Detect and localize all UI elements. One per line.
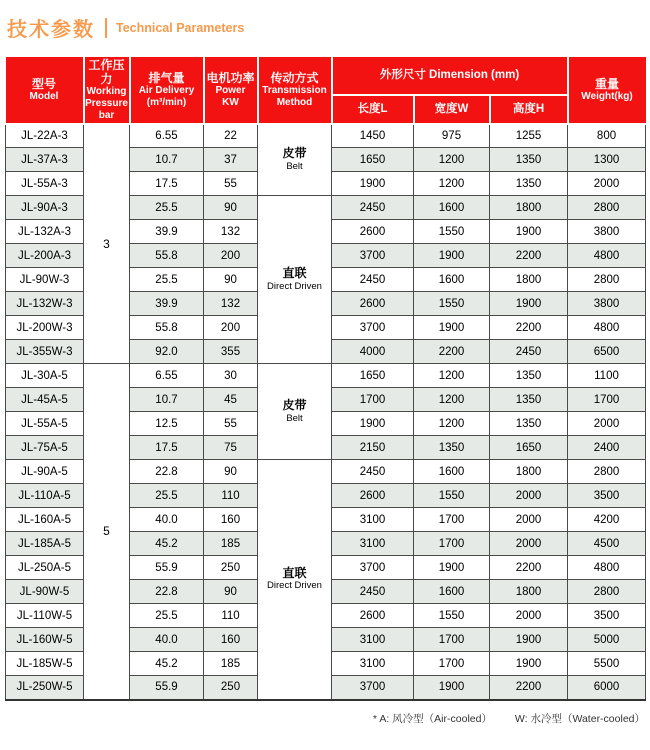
transmission-zh: 皮带: [282, 397, 307, 412]
air-delivery-cell: 22.8: [130, 580, 204, 604]
power-cell: 55: [204, 412, 258, 436]
weight-cell: 800: [568, 124, 646, 148]
header-air-unit: (m³/min): [146, 96, 187, 108]
length-cell: 2450: [332, 268, 414, 292]
height-cell: 1900: [490, 628, 568, 652]
length-cell: 2600: [332, 292, 414, 316]
air-delivery-cell: 39.9: [130, 292, 204, 316]
power-cell: 132: [204, 220, 258, 244]
weight-cell: 4800: [568, 316, 646, 340]
weight-cell: 6500: [568, 340, 646, 364]
width-cell: 1900: [414, 244, 490, 268]
transmission-zh: 皮带: [282, 146, 307, 161]
transmission-zh: 直联: [282, 265, 307, 280]
length-cell: 1450: [332, 124, 414, 148]
power-cell: 355: [204, 340, 258, 364]
height-cell: 1350: [490, 412, 568, 436]
length-cell: 3100: [332, 532, 414, 556]
model-cell: JL-185W-5: [6, 652, 84, 676]
width-cell: 1200: [414, 412, 490, 436]
air-delivery-cell: 25.5: [130, 604, 204, 628]
header-width: 宽度W: [414, 95, 490, 123]
height-cell: 2200: [490, 676, 568, 700]
weight-cell: 1700: [568, 388, 646, 412]
power-cell: 185: [204, 652, 258, 676]
weight-cell: 2800: [568, 580, 646, 604]
model-cell: JL-200W-3: [6, 316, 84, 340]
model-cell: JL-185A-5: [6, 532, 84, 556]
height-cell: 1650: [490, 436, 568, 460]
weight-cell: 2400: [568, 436, 646, 460]
length-cell: 3700: [332, 316, 414, 340]
weight-cell: 2000: [568, 172, 646, 196]
length-cell: 3100: [332, 652, 414, 676]
air-delivery-cell: 25.5: [130, 196, 204, 220]
length-cell: 2600: [332, 220, 414, 244]
model-cell: JL-160W-5: [6, 628, 84, 652]
air-delivery-cell: 55.8: [130, 244, 204, 268]
model-cell: JL-45A-5: [6, 388, 84, 412]
weight-cell: 5000: [568, 628, 646, 652]
weight-cell: 4800: [568, 556, 646, 580]
width-cell: 1550: [414, 292, 490, 316]
page-title-en: Technical Parameters: [116, 20, 245, 35]
height-cell: 1900: [490, 220, 568, 244]
weight-cell: 2000: [568, 412, 646, 436]
power-cell: 250: [204, 556, 258, 580]
transmission-zh: 直联: [282, 565, 307, 580]
width-cell: 1550: [414, 220, 490, 244]
width-cell: 1700: [414, 532, 490, 556]
header-air-zh: 排气量: [148, 70, 185, 85]
footnote-air-cooled: * A: 风冷型（Air-cooled）: [372, 712, 492, 725]
footnote-water-cooled: W: 水冷型（Water-cooled）: [514, 712, 645, 725]
air-delivery-cell: 55.9: [130, 556, 204, 580]
model-cell: JL-22A-3: [6, 124, 84, 148]
weight-cell: 1300: [568, 148, 646, 172]
power-cell: 185: [204, 532, 258, 556]
height-cell: 1800: [490, 268, 568, 292]
length-cell: 1900: [332, 172, 414, 196]
length-cell: 4000: [332, 340, 414, 364]
model-cell: JL-250A-5: [6, 556, 84, 580]
height-cell: 1350: [490, 172, 568, 196]
power-cell: 22: [204, 124, 258, 148]
model-cell: JL-132A-3: [6, 220, 84, 244]
transmission-group-cell: [258, 196, 332, 364]
power-cell: 75: [204, 436, 258, 460]
power-cell: 30: [204, 364, 258, 388]
header-dimension: 外形尺寸 Dimension (mm): [332, 57, 568, 95]
model-cell: JL-110A-5: [6, 484, 84, 508]
header-transmission-en: Transmission Method: [262, 85, 327, 108]
air-delivery-cell: 10.7: [130, 148, 204, 172]
power-cell: 160: [204, 508, 258, 532]
width-cell: 1900: [414, 676, 490, 700]
height-cell: 2000: [490, 508, 568, 532]
header-air-en: Air Delivery: [138, 85, 195, 97]
power-cell: 90: [204, 268, 258, 292]
air-delivery-cell: 39.9: [130, 220, 204, 244]
model-cell: JL-110W-5: [6, 604, 84, 628]
power-cell: 110: [204, 604, 258, 628]
technical-parameters-table: [5, 57, 646, 701]
weight-cell: 4200: [568, 508, 646, 532]
model-cell: JL-160A-5: [6, 508, 84, 532]
model-cell: JL-200A-3: [6, 244, 84, 268]
transmission-group-cell: [258, 124, 332, 196]
height-cell: 2200: [490, 244, 568, 268]
header-air-delivery: [130, 57, 204, 124]
header-model: [6, 57, 84, 124]
power-cell: 55: [204, 172, 258, 196]
air-delivery-cell: 17.5: [130, 436, 204, 460]
table-row: [6, 364, 646, 388]
width-cell: 1350: [414, 436, 490, 460]
width-cell: 1900: [414, 316, 490, 340]
header-weight-zh: 重量: [595, 76, 620, 91]
model-cell: JL-250W-5: [6, 676, 84, 700]
model-cell: JL-55A-5: [6, 412, 84, 436]
height-cell: 1800: [490, 460, 568, 484]
weight-cell: 5500: [568, 652, 646, 676]
width-cell: 1600: [414, 268, 490, 292]
power-cell: 90: [204, 196, 258, 220]
height-cell: 2450: [490, 340, 568, 364]
length-cell: 3100: [332, 508, 414, 532]
power-cell: 110: [204, 484, 258, 508]
air-delivery-cell: 92.0: [130, 340, 204, 364]
power-cell: 90: [204, 580, 258, 604]
air-delivery-cell: 45.2: [130, 532, 204, 556]
header-pressure: [84, 57, 130, 124]
height-cell: 1900: [490, 652, 568, 676]
model-cell: JL-37A-3: [6, 148, 84, 172]
height-cell: 1350: [490, 148, 568, 172]
width-cell: 975: [414, 124, 490, 148]
model-cell: JL-90A-3: [6, 196, 84, 220]
width-cell: 1550: [414, 484, 490, 508]
transmission-en: Direct Driven: [267, 280, 322, 292]
weight-cell: 3500: [568, 604, 646, 628]
page-title-zh: 技术参数: [7, 19, 95, 41]
height-cell: 2000: [490, 532, 568, 556]
air-delivery-cell: 6.55: [130, 364, 204, 388]
header-weight-en: Weight(kg): [581, 91, 633, 103]
model-cell: JL-90W-3: [6, 268, 84, 292]
header-power-en: Power: [215, 85, 246, 97]
length-cell: 3100: [332, 628, 414, 652]
header-transmission-zh: 传动方式: [270, 70, 319, 85]
length-cell: 3700: [332, 676, 414, 700]
height-cell: 2200: [490, 316, 568, 340]
height-cell: 1350: [490, 388, 568, 412]
header-power-unit: KW: [222, 96, 239, 108]
header-weight: [568, 57, 646, 124]
width-cell: 1600: [414, 580, 490, 604]
table-header: [6, 57, 646, 124]
height-cell: 1900: [490, 292, 568, 316]
width-cell: 2200: [414, 340, 490, 364]
length-cell: 3700: [332, 556, 414, 580]
model-cell: JL-55A-3: [6, 172, 84, 196]
page-title: [7, 13, 645, 42]
width-cell: 1700: [414, 508, 490, 532]
header-pressure-en: Working Pressure: [85, 86, 128, 110]
header-transmission: [258, 57, 332, 124]
weight-cell: 3800: [568, 220, 646, 244]
model-cell: JL-132W-3: [6, 292, 84, 316]
width-cell: 1200: [414, 172, 490, 196]
power-cell: 250: [204, 676, 258, 700]
air-delivery-cell: 40.0: [130, 628, 204, 652]
power-cell: 37: [204, 148, 258, 172]
width-cell: 1600: [414, 196, 490, 220]
power-cell: 132: [204, 292, 258, 316]
length-cell: 2450: [332, 196, 414, 220]
power-cell: 45: [204, 388, 258, 412]
pressure-group-cell: 5: [84, 364, 130, 700]
air-delivery-cell: 10.7: [130, 388, 204, 412]
power-cell: 200: [204, 316, 258, 340]
width-cell: 1200: [414, 148, 490, 172]
length-cell: 1900: [332, 412, 414, 436]
footnote: [5, 711, 645, 726]
header-length: 长度L: [332, 95, 414, 123]
air-delivery-cell: 45.2: [130, 652, 204, 676]
length-cell: 2450: [332, 580, 414, 604]
width-cell: 1600: [414, 460, 490, 484]
weight-cell: 6000: [568, 676, 646, 700]
header-model-en: Model: [29, 91, 59, 103]
header-model-zh: 型号: [31, 76, 56, 91]
weight-cell: 3500: [568, 484, 646, 508]
length-cell: 2600: [332, 484, 414, 508]
height-cell: 2000: [490, 484, 568, 508]
air-delivery-cell: 22.8: [130, 460, 204, 484]
width-cell: 1900: [414, 556, 490, 580]
transmission-group-cell: [258, 364, 332, 460]
air-delivery-cell: 12.5: [130, 412, 204, 436]
length-cell: 2450: [332, 460, 414, 484]
air-delivery-cell: 55.8: [130, 316, 204, 340]
weight-cell: 3800: [568, 292, 646, 316]
table-row: [6, 124, 646, 148]
width-cell: 1200: [414, 364, 490, 388]
header-power-zh: 电机功率: [206, 70, 255, 85]
weight-cell: 2800: [568, 196, 646, 220]
model-cell: JL-90W-5: [6, 580, 84, 604]
height-cell: 1800: [490, 580, 568, 604]
transmission-group-cell: [258, 460, 332, 700]
width-cell: 1700: [414, 652, 490, 676]
air-delivery-cell: 25.5: [130, 268, 204, 292]
weight-cell: 2800: [568, 460, 646, 484]
power-cell: 160: [204, 628, 258, 652]
transmission-en: Belt: [286, 412, 303, 424]
length-cell: 1700: [332, 388, 414, 412]
length-cell: 2150: [332, 436, 414, 460]
length-cell: 2600: [332, 604, 414, 628]
air-delivery-cell: 17.5: [130, 172, 204, 196]
width-cell: 1200: [414, 388, 490, 412]
width-cell: 1550: [414, 604, 490, 628]
height-cell: 1350: [490, 364, 568, 388]
transmission-en: Direct Driven: [267, 580, 322, 592]
air-delivery-cell: 6.55: [130, 124, 204, 148]
title-divider: [105, 18, 107, 38]
weight-cell: 1100: [568, 364, 646, 388]
width-cell: 1700: [414, 628, 490, 652]
table-body: [6, 124, 646, 700]
power-cell: 90: [204, 460, 258, 484]
weight-cell: 4500: [568, 532, 646, 556]
length-cell: 1650: [332, 148, 414, 172]
air-delivery-cell: 25.5: [130, 484, 204, 508]
weight-cell: 2800: [568, 268, 646, 292]
header-height: 高度H: [490, 95, 568, 123]
model-cell: JL-355W-3: [6, 340, 84, 364]
height-cell: 2000: [490, 604, 568, 628]
height-cell: 1255: [490, 124, 568, 148]
air-delivery-cell: 55.9: [130, 676, 204, 700]
length-cell: 3700: [332, 244, 414, 268]
length-cell: 1650: [332, 364, 414, 388]
height-cell: 1800: [490, 196, 568, 220]
transmission-en: Belt: [286, 160, 303, 172]
model-cell: JL-75A-5: [6, 436, 84, 460]
pressure-group-cell: 3: [84, 124, 130, 364]
model-cell: JL-30A-5: [6, 364, 84, 388]
header-pressure-unit: bar: [98, 109, 115, 121]
header-power: [204, 57, 258, 124]
model-cell: JL-90A-5: [6, 460, 84, 484]
air-delivery-cell: 40.0: [130, 508, 204, 532]
height-cell: 2200: [490, 556, 568, 580]
power-cell: 200: [204, 244, 258, 268]
header-pressure-zh: 工作压力: [88, 58, 125, 87]
weight-cell: 4800: [568, 244, 646, 268]
